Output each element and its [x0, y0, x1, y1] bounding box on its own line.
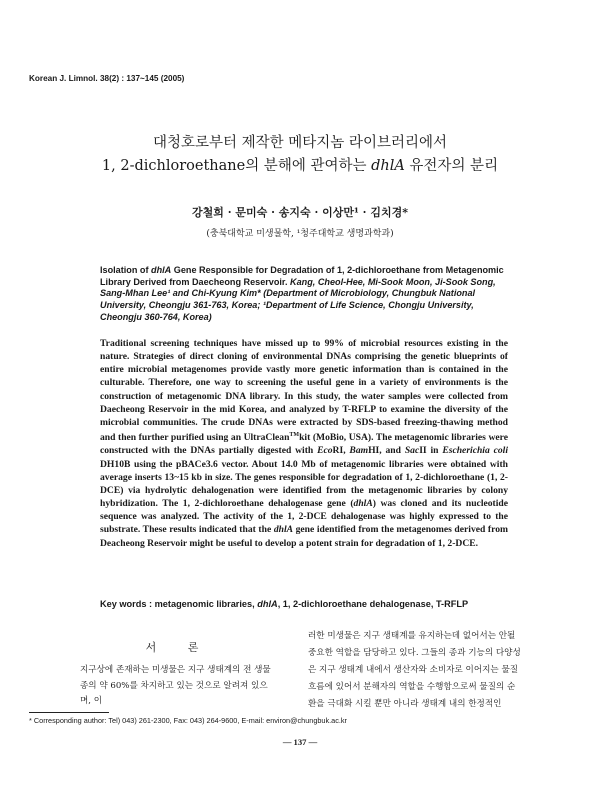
intro-paragraph-left: 지구상에 존재하는 미생물은 지구 생태계의 전 생물종의 약 60%를 차지하고 있는 것으로 알려져 있으며, 이: [80, 665, 271, 706]
korean-title-line-1: 대청호로부터 제작한 메타지놈 라이브러리에서: [153, 135, 447, 151]
abstract: Traditional screening techniques have missed up to 99% of microbial resources existing in the nature. Strategies of direct cloning of environmental DNAs comprising the genetic blueprints of entire microbial metagenomes provide vastly more genetic information than is contained in the culturable. Therefore, one way to screening the useful gene in a variety of environments is the construction of metagenomic DNA library. In this study, the water samples were collected from Daecheong Reservoir in the mid Korea, and analyzed by T-RFLP to examine the diversity of the microbial communities. The crude DNAs were extracted by SDS-based freezing-thawing method and then further purified using an UltraClean™kit (MoBio, USA). The metagenomic libraries were constructed with the DNAs partially digested with EcoRI, BamHI, and SacII in Escherichia coli DH10B using the pBACe3.6 vector. About 14.0 Mb of metagenomic libraries were obtained with average inserts 13~15 kb in size. The genes responsible for degradation of 1, 2-dichloroethane (1, 2-DCE) via hydrolytic dehalogenation were identified from the metagenomic libraries by colony hybridization. The 1, 2-dichloroethane dehalogenase gene (dhlA) was cloned and its nucleotide sequence was analyzed. The activity of the 1, 2-DCE dehalogenase was highly expressed to the substrate. These results indicated that the dhlA gene identified from the metagenomes derived from Deacheong Reservoir might be useful to develop a potent strain for degradation of 1, 2-DCE.: [100, 338, 509, 549]
keywords: Key words : metagenomic libraries, dhlA, 1, 2-dichloroethane dehalogenase, T-RFLP: [100, 599, 469, 609]
right-column: [308, 628, 522, 713]
journal-citation: Korean J. Limnol. 38(2) : 137~145 (2005): [29, 74, 185, 83]
korean-authors: 강철희 · 문미숙 · 송지숙 · 이상만¹ · 김치경*: [192, 206, 408, 219]
english-authors: Kang, Cheol-Hee, Mi-Sook Moon, Ji-Sook Song, Sang-Mhan Lee¹ and Chi-Kyung Kim*: [100, 276, 496, 299]
gene-name: dhlA: [371, 158, 405, 174]
english-title-block: Isolation of dhlA Gene Responsible for Degradation of 1, 2-dichloroethane from Metagenomic Library Derived from Daecheong Reservoir. Kang, Cheol-Hee, Mi-Sook Moon, Ji-Sook Song, Sang-Mhan Lee¹ and Chi-Kyung Kim* (Department of Microbiology, Chungbuk National University, Cheongju 361-763, Korea; ¹Department of Life Science, Chongju University, Cheongju 360-764, Korea): [100, 265, 504, 322]
page-number: — 137 —: [282, 737, 318, 747]
korean-title-line-2: 1, 2-dichloroethane의 분해에 관여하는 dhlA 유전자의 분리: [101, 158, 499, 174]
left-column: [80, 640, 278, 709]
korean-affiliation: (충북대학교 미생물학, ¹청주대학교 생명과학과): [206, 229, 394, 239]
footnote-corresponding-author: * Corresponding author: Tel) 043) 261-2300, Fax: 043) 264-9600, E-mail: environ@chungbuk.ac.kr: [29, 716, 347, 725]
section-heading-introduction: 서 론: [145, 641, 213, 654]
intro-paragraph-right: 러한 미생물은 지구 생태계를 유지하는데 없어서는 안될 중요한 역할을 담당하고 있다. 그들의 종과 기능의 다양성은 지구 생태계 내에서 생산자와 소비자로 이어지는 물질흐름에 있어서 분해자의 역할을 수행함으로써 물질의 순환을 극대화 시킬 뿐만 아니라 생태계 내의 한정적인: [308, 631, 521, 709]
gene-name: dhlA: [151, 265, 172, 275]
footnote-rule: [29, 712, 109, 713]
english-affiliation: (Department of Microbiology, Chungbuk National University, Cheongju 361-763, Korea; ¹Department of Life Science, Chongju University, Cheongju 360-764, Korea): [100, 288, 476, 322]
